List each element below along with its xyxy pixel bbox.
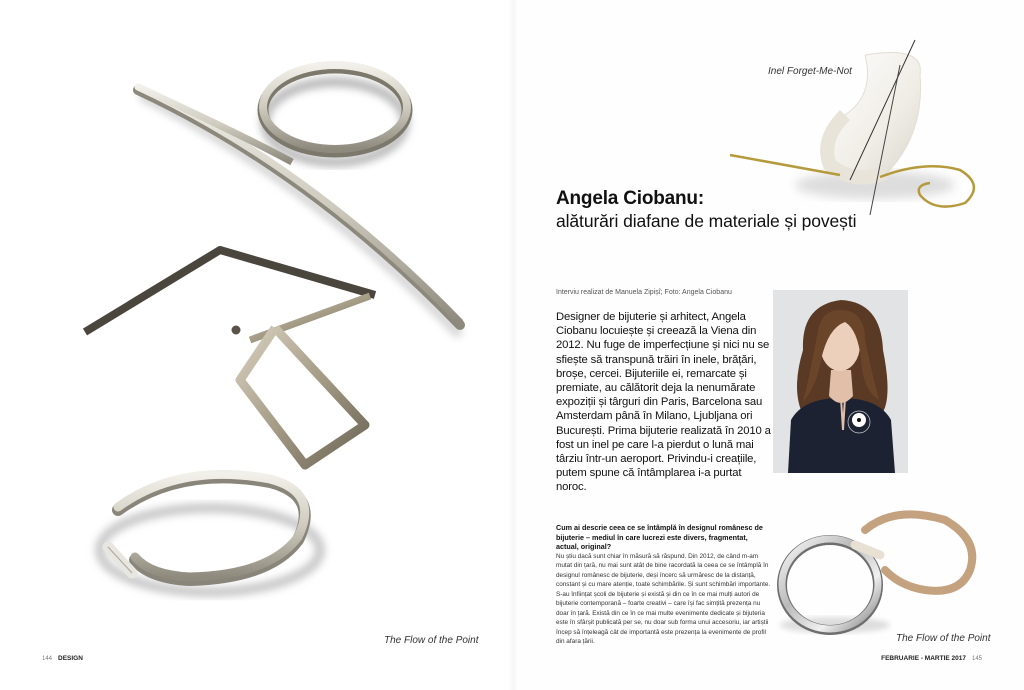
lead-text: Designer de bijuterie și arhitect, Angela Ciobanu locuiește și creează la Viena din 2012. Nu fuge de imperfecțiune și nici nu se sfiește să transpună trăiri în inele, brățări, broșe, cercei. Bijuteriile ei, remarcate și premiate, au călătorit deja la nenumărate expoziții și târguri din Paris, Barcelona sau Amsterdam până în Milano, Ljubljana ori București. Prima bijuterie realizată în 2010 a fost un inel pe care l-a pierdut o lună mai târziu într-un aeroport. Privindu-i creațiile, putem spune că întâmplarea i-a purtat noroc. [556, 311, 771, 494]
issue-label: FEBRUARIE - MARTIE 2017 [881, 655, 966, 662]
right-footer [881, 655, 982, 662]
left-footer [42, 655, 83, 662]
portrait-photo [773, 290, 908, 473]
left-photo-caption: The Flow of the Point [384, 635, 479, 646]
interlocking-rings-photo [775, 510, 985, 635]
gutter-shadow [508, 0, 518, 690]
top-photo-caption: Inel Forget-Me-Not [768, 66, 852, 77]
title-name: Angela Ciobanu: [556, 188, 704, 209]
jewelry-photo [60, 50, 490, 610]
interview-qa [556, 523, 771, 647]
lead-paragraph [556, 310, 771, 495]
qa-answer: Nu știu dacă sunt chiar în măsură să răspund. Din 2012, de când m-am mutat din țară, nu mai sunt atât de bine racordată la ceea ce se întâmplă în designul românesc de bijuterie, deși încerc să urmăresc de la distanță, constant și cu mare atenție, toate schimbările. Și sunt schimbări importante. S-au înființat școli de bijuterie și există și din ce în ce mai mulți autori de bijuterie contemporană – foarte creativi – care își fac simțită prezența nu doar în țară. Există din ce în ce mai multe evenimente dedicate și bijuteria este în sfârșit publicată per se, nu doar sub forma unui accesoriu, iar artiștii încep să înțeleagă cât de importantă este prezența la evenimente de profil din afara țării. [556, 552, 771, 645]
bottom-photo-caption: The Flow of the Point [896, 633, 991, 644]
interview-credit: Interviu realizat de Manuela Zipișî; Foto: Angela Ciobanu [556, 289, 732, 296]
title-subtitle: alăturări diafane de materiale și povești [556, 211, 857, 231]
qa-question: Cum ai descrie ceea ce se întâmplă în designul românesc de bijuterie – mediul în care lucrezi este divers, fragmentat, actual, original? [556, 523, 763, 551]
right-page-number: 145 [971, 656, 982, 662]
section-label: DESIGN [58, 655, 83, 662]
left-page-number: 144 [42, 656, 53, 662]
article-title [556, 188, 856, 232]
